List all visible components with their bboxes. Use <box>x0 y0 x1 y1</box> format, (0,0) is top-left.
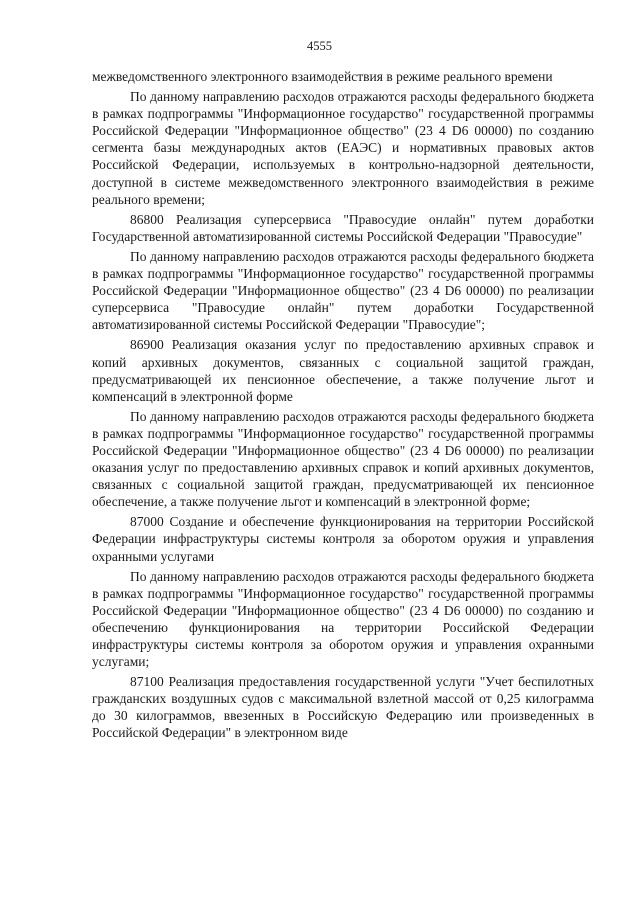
document-body <box>92 68 594 745</box>
paragraph-expense-description: По данному направлению расходов отражаются расходы федерального бюджета в рамках подпрограммы "Информационное государство" государственной программы Российской Федерации "Информационное общество" (23 4 D6 00000) по созданию и обеспечению функционирования на территории Российской Федерации инфраструктуры системы контроля за оборотом оружия и управления охранными услугами; <box>92 568 594 670</box>
paragraph-expense-description: По данному направлению расходов отражаются расходы федерального бюджета в рамках подпрограммы "Информационное государство" государственной программы Российской Федерации "Информационное общество" (23 4 D6 00000) по созданию сегмента базы международных актов (ЕАЭС) и нормативных правовых актов Российской Федерации, используемых в контрольно-надзорной деятельности, доступной в системе межведомственного электронного взаимодействия в режиме реального времени; <box>92 89 594 207</box>
paragraph-expense-description: По данному направлению расходов отражаются расходы федерального бюджета в рамках подпрограммы "Информационное государство" государственной программы Российской Федерации "Информационное общество" (23 4 D6 00000) по реализации оказания услуг по предоставлению архивных справок и копий архивных документов, связанных с социальной защитой граждан, предусматривающей их пенсионное обеспечение, а также получение льгот и компенсаций в электронной форме; <box>92 408 594 510</box>
paragraph-expense-code-86800: 86800 Реализация суперсервиса "Правосудие онлайн" путем доработки Государственной автоматизированной системы Российской Федерации "Правосудие" <box>92 211 594 244</box>
paragraph-continuation: межведомственного электронного взаимодействия в режиме реального времени <box>92 69 553 84</box>
paragraph-expense-code-87100: 87100 Реализация предоставления государственной услуги "Учет беспилотных гражданских воздушных судов с максимальной взлетной массой от 0,25 килограмма до 30 килограммов, ввезенных в Российскую Федерацию или произведенных в Российской Федерации" в электронном виде <box>92 674 594 741</box>
page-number: 4555 <box>307 39 332 53</box>
paragraph-expense-code-87000: 87000 Создание и обеспечение функционирования на территории Российской Федерации инфраструктуры системы контроля за оборотом оружия и управления охранными услугами <box>92 514 594 564</box>
paragraph-expense-description: По данному направлению расходов отражаются расходы федерального бюджета в рамках подпрограммы "Информационное государство" государственной программы Российской Федерации "Информационное общество" (23 4 D6 00000) по реализации суперсервиса "Правосудие онлайн" путем доработки Государственной автоматизированной системы Российской Федерации "Правосудие"; <box>92 248 594 333</box>
paragraph-expense-code-86900: 86900 Реализация оказания услуг по предоставлению архивных справок и копий архивных документов, связанных с социальной защитой граждан, предусматривающей их пенсионное обеспечение, а также получение льгот и компенсаций в электронной форме <box>92 337 594 404</box>
